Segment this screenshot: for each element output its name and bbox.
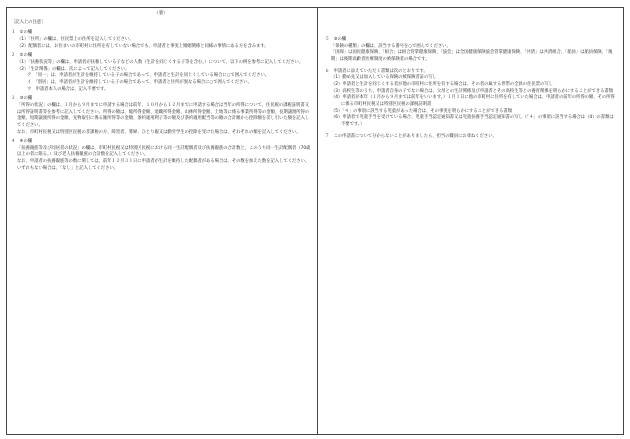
section-1	[11, 30, 311, 50]
section-subitem: ウ 申請者本人の場合は、記入不要です。	[27, 86, 109, 92]
section-item: （6）申請者で児童手当を受けている場合、児童手当認定通知書又は児童扶養手当認定通知書の写し（「４」の事項に該当する場合は（4）の書類は不要です。）	[331, 115, 614, 127]
section-subitem: ア 「同一」は、申請者が生計を維持している子の場合であって、申請者と生計を同じくしている場合に○で囲んでください。	[27, 73, 270, 79]
section-3	[11, 96, 311, 136]
section-paragraph: 「国保」は国民健康保険、「組合」は組合管掌健康保険、「協会」は全国健康保険協会管掌健康保険、「共済」は共済組合、「船員」は船員保険、「後期」は後期高齢者医療制度の被保険者の場合です。	[331, 50, 613, 62]
page-title: （裏）	[154, 11, 168, 16]
section-item: （1）「住所」の欄は、住民票上の住所を記入してください。	[17, 36, 134, 42]
section-paragraph: いずれもない場合は、「なし」と記入してください。	[17, 165, 118, 171]
section-heading: ４ ④の欄	[11, 139, 33, 145]
section-heading: ２ ②の欄	[11, 53, 33, 59]
column-divider	[317, 8, 318, 434]
section-heading: ６ 申請者に添えていただく書類は次のとおりです。	[325, 68, 428, 74]
section-paragraph: なお、申請者の扶養親族等の数に関しては、前年１２月３１日に申請者が生計を維持した配偶者がある場合は、その数を加えた数を記入してください。	[17, 159, 310, 165]
section-paragraph: なお、市町村民税又は特別区民税の非課税の方、障害者、寡婦、ひとり親又は勤労学生の控除を受けた場合は、それぞれの額を記入してください。	[17, 129, 301, 135]
section-6	[325, 69, 617, 129]
section-item: （2）配偶者には、お住まいの市町村に住所を有していない場合でも、申請者と事実上婚姻関係と同様の事情にある方を含みます。	[17, 43, 269, 49]
section-heading: １ ①の欄	[11, 30, 33, 36]
section-heading: ３ ③の欄	[11, 96, 33, 102]
section-heading: ７ この申請書について分からないことがありましたら、担当の職員にお尋ねください。	[325, 133, 497, 139]
section-heading: ５ ⑤の欄	[325, 37, 347, 42]
section-item: （1）「扶養状況等」の欄は、申請者が扶養している子などの人数（生計を同じくする子等を含む。）について、以下の例を参考に記入してください。	[17, 59, 304, 65]
notes-frame	[6, 7, 624, 435]
section-item: （2）申請者と生計を同じくする者が他の市町村に住所を有する場合は、その者の属する世帯の全員の住民票の写し	[331, 81, 553, 87]
section-paragraph: 「所得の状況」の欄は、１月から９月までに申請する場合は前年、１０月から１２月までに申請する場合は当年の所得について、住民税の課税証明書又は所得証明書等を参考に記入してください。所得の額は、総所得金額、退職所得金額、山林所得金額、土地等に係る事業所得等の金額、長期譲渡所得の金額、短期譲渡所得の金額、先物取引に係る雑所得等の金額、条約適用利子等の額及び条約適用配当等の額の合計額から控除額を差し引いた額を記入してください。	[17, 102, 310, 128]
notes-heading: ［記入上の注意］	[11, 19, 46, 25]
section-subitem: イ 「別居」は、申請者が生計を維持している子の場合であって、申請者と住所が異なる場合に○で囲んでください。	[27, 79, 252, 85]
section-item: （5）「４」の事項に該当する児童があった場合は、その事実を明らかにすることができる書類	[331, 108, 513, 114]
section-paragraph: 「保険の種類」の欄は、該当する番号を○で囲んでください。	[331, 43, 451, 49]
section-item: （1）勤め先又は加入している保険の被保険者証の写し	[331, 75, 437, 81]
section-4	[11, 139, 311, 172]
section-paragraph: 「扶養親族等及び同居者の状況」の欄は、市町村民税又は特別区民税における同一生計配偶者及び扶養親族の合計数と、このうち同一生計配偶者（70歳以上の者に限る。）及び老人扶養親族の合計数を記入してください。	[17, 145, 311, 158]
right-column	[325, 11, 617, 143]
section-item: （3）高校生等のうち、申請者自身の子でない場合は、父母との生計関係及び申請者とその高校生等との養育関係を明らかにすることができる書類	[331, 88, 614, 94]
section-2	[11, 53, 311, 93]
left-column	[11, 11, 311, 175]
section-5	[325, 37, 617, 64]
section-item: （4）申請者が本年（１月から９月までは前年をいいます。）１月１日に他の市町村に住所を有していた場合は、申請者の前年の所得の額、その所得に係る市町村民税又は特別区民税の課税証明書	[331, 95, 615, 107]
section-item: （2）「生計関係」の欄は、次によって記入してください。	[17, 66, 130, 72]
section-7	[325, 134, 617, 141]
